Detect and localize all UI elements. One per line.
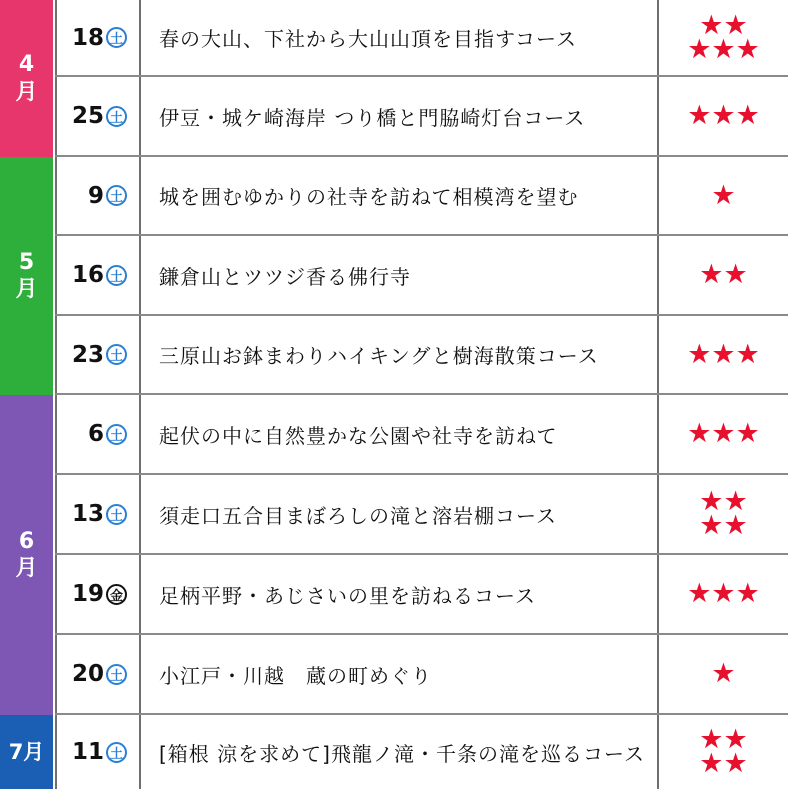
month-may-cell [0, 157, 55, 395]
difficulty-stars [687, 578, 760, 609]
day-number: 25 [71, 103, 104, 129]
course-title: 須走口五合目まぼろしの滝と溶岩棚コース [141, 475, 659, 553]
month-may-number: 5 [18, 249, 35, 275]
month-may-unit: 月 [15, 277, 38, 302]
difficulty-stars [687, 338, 760, 370]
course-title: 鎌倉山とツツジ香る佛行寺 [141, 236, 659, 314]
difficulty-cell [659, 395, 788, 473]
difficulty-cell [659, 635, 788, 713]
date-cell [55, 0, 141, 75]
weekday-badge: 土 [106, 344, 127, 365]
difficulty-cell [659, 0, 788, 75]
day-number: 13 [71, 501, 104, 527]
table-row [55, 715, 788, 789]
date-cell [55, 395, 141, 473]
table-row [55, 395, 788, 475]
course-title: 伊豆・城ケ崎海岸 つり橋と門脇崎灯台コース [141, 77, 659, 155]
weekday-badge: 土 [106, 185, 127, 206]
star-row: ★★★ [687, 578, 760, 609]
course-title: 起伏の中に自然豊かな公園や社寺を訪ねて [141, 395, 659, 473]
date-cell [55, 316, 141, 393]
table-row [55, 475, 788, 555]
month-april-unit: 月 [15, 79, 38, 105]
course-title: 城を囲むゆかりの社寺を訪ねて相模湾を望む [141, 157, 659, 234]
day-number: 11 [71, 739, 104, 765]
weekday-badge: 土 [106, 106, 127, 127]
month-july-label: 7月 [8, 739, 45, 764]
course-title: 小江戸・川越 蔵の町めぐり [141, 635, 659, 713]
weekday-badge: 土 [106, 742, 127, 763]
course-title: [箱根 涼を求めて]飛龍ノ滝・千条の滝を巡るコース [141, 715, 659, 789]
day-number: 23 [71, 341, 104, 368]
difficulty-cell [659, 77, 788, 155]
difficulty-cell [659, 475, 788, 553]
course-title: 足柄平野・あじさいの里を訪ねるコース [141, 555, 659, 633]
day-number: 20 [71, 661, 104, 687]
star-row: ★ [711, 179, 736, 211]
difficulty-stars [711, 658, 736, 689]
table-row [55, 316, 788, 395]
difficulty-stars [711, 179, 736, 211]
month-june-cell [0, 395, 55, 715]
course-table [55, 0, 788, 789]
month-june-number: 6 [18, 528, 35, 554]
weekday-badge: 土 [106, 27, 127, 48]
difficulty-stars [699, 486, 748, 541]
star-row: ★★ [699, 9, 748, 41]
difficulty-cell [659, 316, 788, 393]
weekday-badge: 土 [106, 265, 127, 286]
weekday-badge: 土 [106, 424, 127, 445]
day-number: 6 [87, 421, 104, 447]
month-april-cell [0, 0, 55, 157]
star-row: ★★★ [687, 418, 760, 449]
star-row: ★★★ [687, 338, 760, 370]
table-row [55, 77, 788, 157]
weekday-badge: 金 [106, 584, 127, 605]
star-row: ★★ [699, 510, 748, 541]
star-row: ★★ [699, 724, 748, 755]
difficulty-stars [687, 100, 760, 131]
course-title: 三原山お鉢まわりハイキングと樹海散策コース [141, 316, 659, 393]
date-cell [55, 475, 141, 553]
difficulty-stars [699, 259, 748, 290]
difficulty-stars [699, 724, 748, 779]
star-row: ★★ [699, 259, 748, 290]
table-row [55, 555, 788, 635]
table-row [55, 157, 788, 236]
difficulty-stars [687, 418, 760, 449]
day-number: 18 [71, 24, 104, 51]
month-july-cell [0, 715, 55, 789]
table-row [55, 635, 788, 715]
day-number: 9 [87, 182, 104, 209]
star-row: ★★★ [687, 100, 760, 131]
date-cell [55, 555, 141, 633]
star-row: ★ [711, 658, 736, 689]
difficulty-cell [659, 236, 788, 314]
table-row [55, 236, 788, 316]
month-june-unit: 月 [15, 556, 38, 581]
difficulty-cell [659, 555, 788, 633]
star-row: ★★★ [687, 33, 760, 65]
star-row: ★★ [699, 748, 748, 779]
course-title: 春の大山、下社から大山山頂を目指すコース [141, 0, 659, 75]
day-number: 16 [71, 262, 104, 288]
date-cell [55, 635, 141, 713]
difficulty-cell [659, 157, 788, 234]
day-number: 19 [71, 581, 104, 607]
date-cell [55, 715, 141, 789]
date-cell [55, 157, 141, 234]
difficulty-stars [687, 9, 760, 65]
difficulty-cell [659, 715, 788, 789]
weekday-badge: 土 [106, 664, 127, 685]
date-cell [55, 77, 141, 155]
star-row: ★★ [699, 486, 748, 517]
date-cell [55, 236, 141, 314]
weekday-badge: 土 [106, 504, 127, 525]
table-row [55, 0, 788, 77]
month-april-number: 4 [18, 52, 35, 77]
